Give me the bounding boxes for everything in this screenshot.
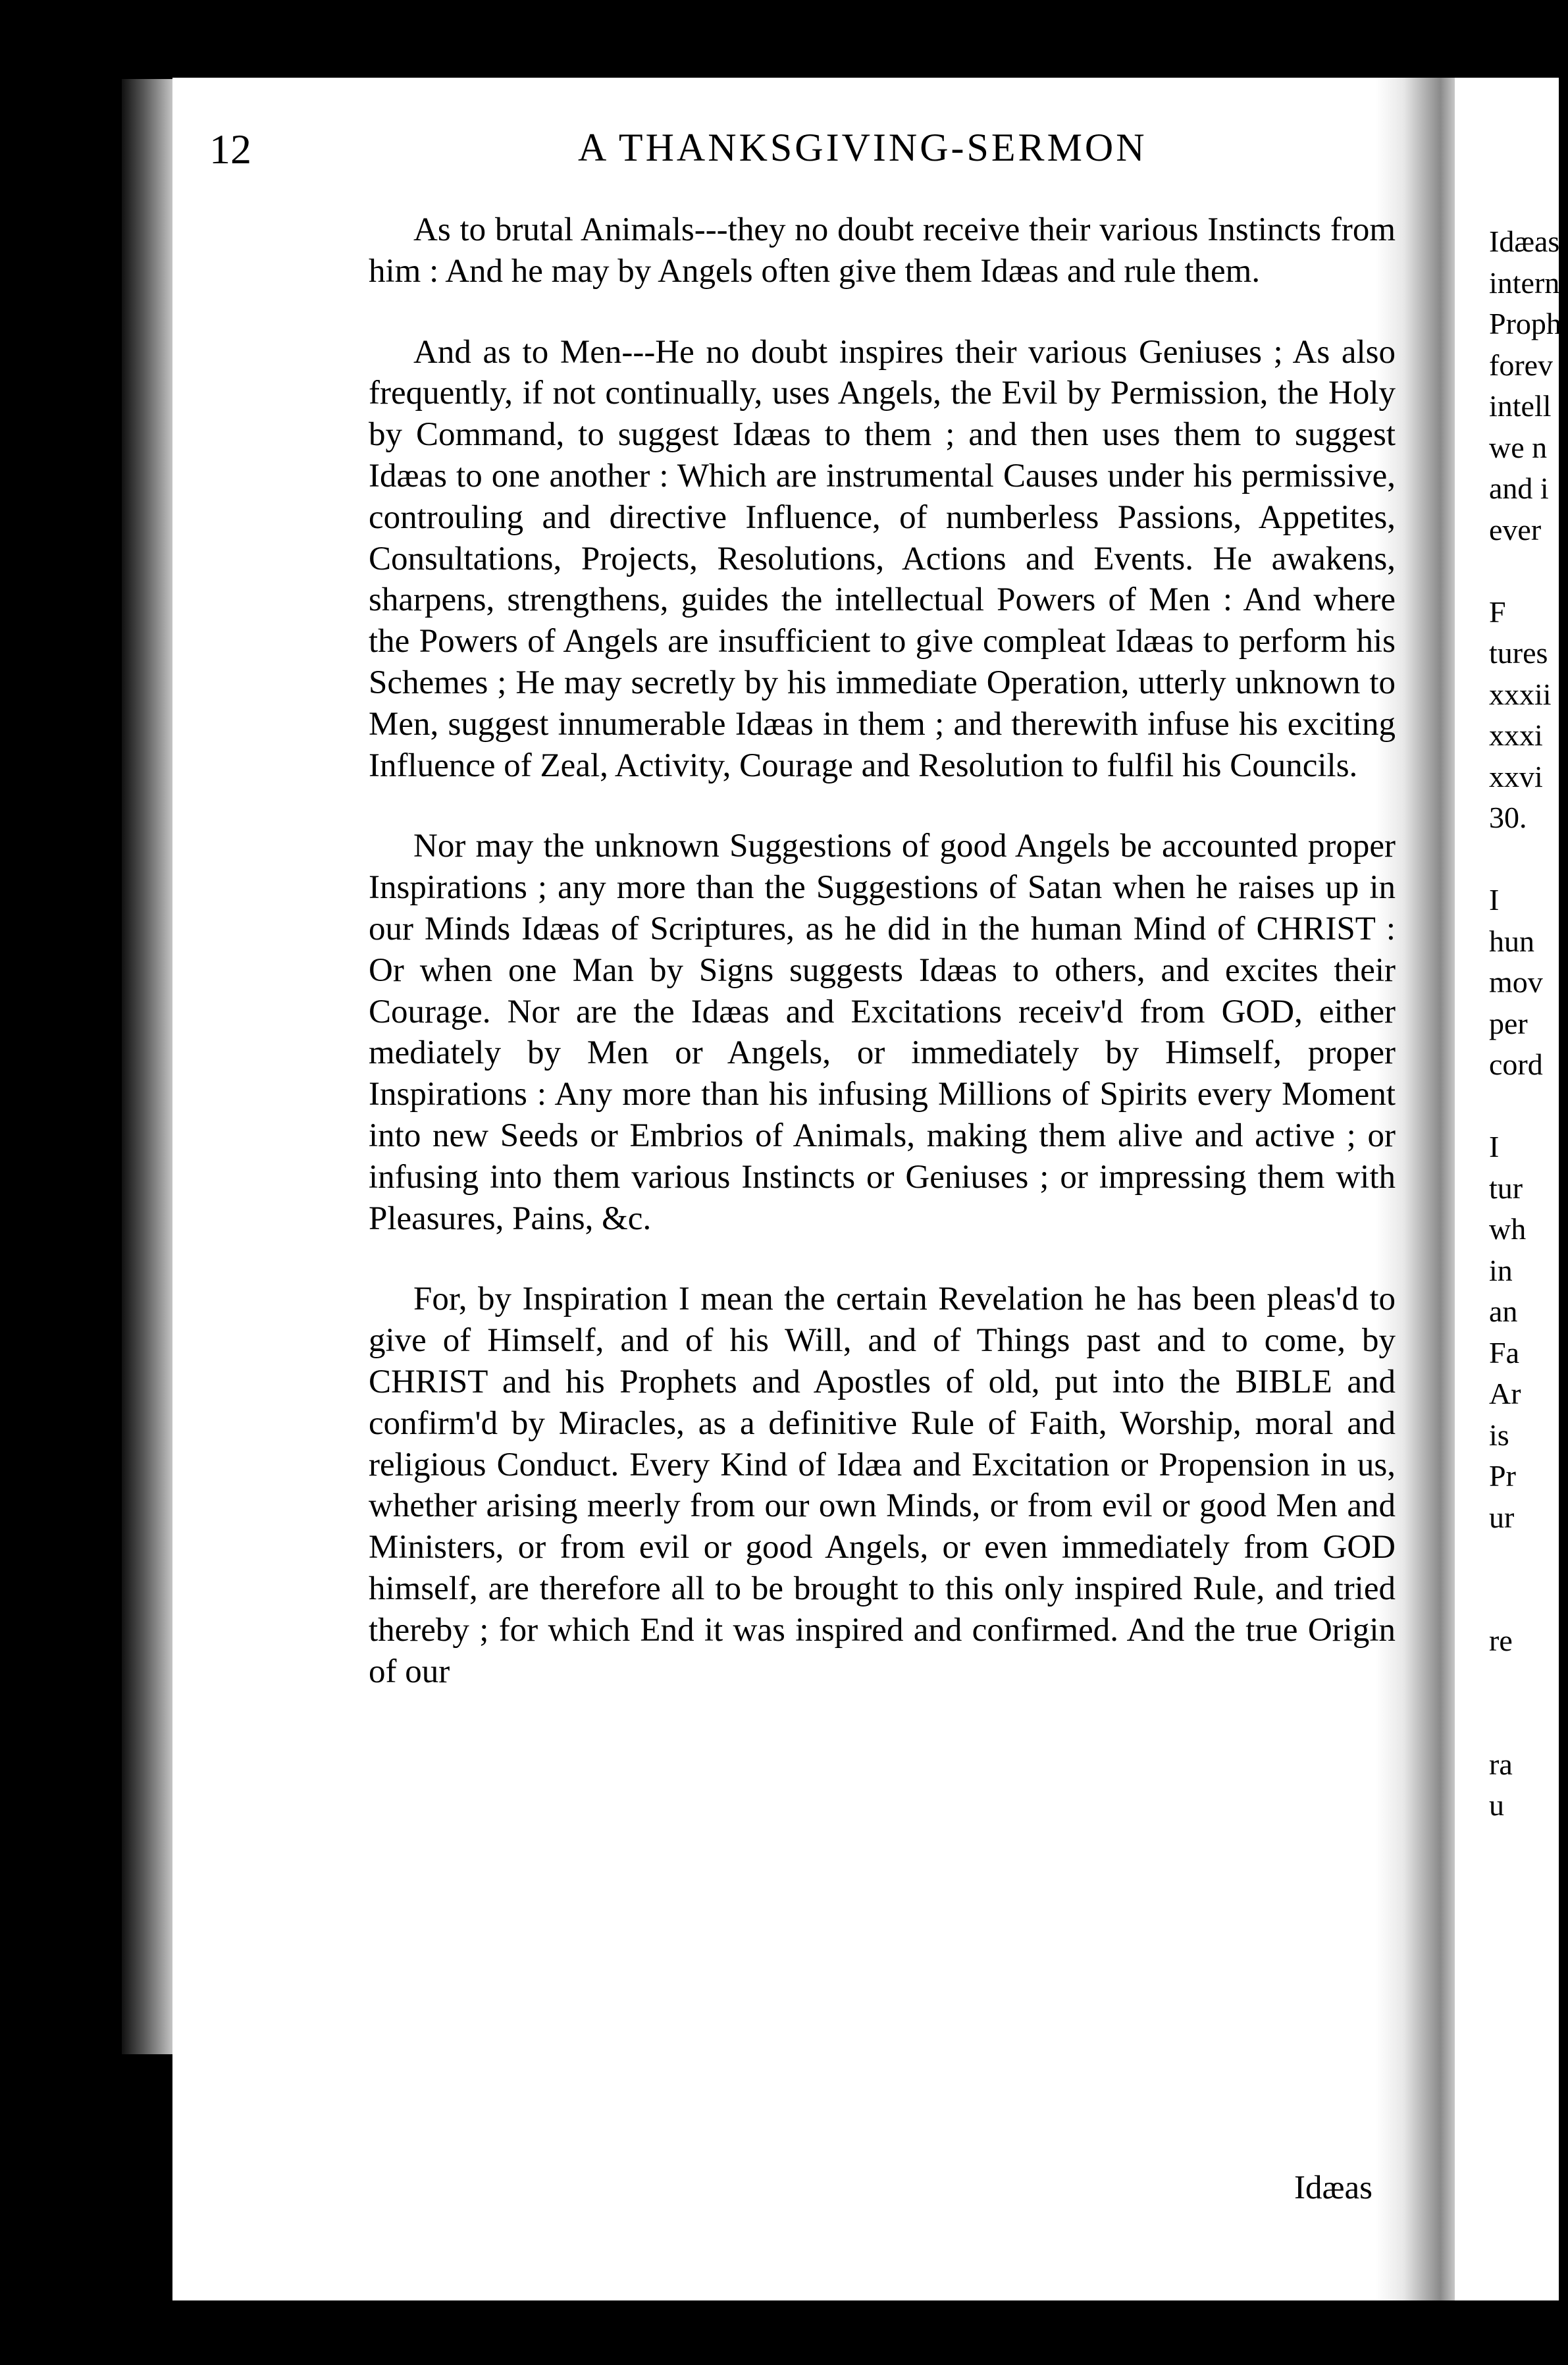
facing-fragment: intell <box>1489 389 1552 423</box>
facing-fragment: forev <box>1489 348 1554 382</box>
facing-fragment <box>1489 1662 1561 1703</box>
facing-fragment: Pr <box>1489 1459 1516 1493</box>
facing-fragment <box>1489 550 1561 592</box>
facing-fragment: Ar <box>1489 1377 1521 1410</box>
facing-fragment: Proph <box>1489 307 1561 340</box>
facing-fragment: xxxi <box>1489 718 1543 752</box>
facing-fragment: intern <box>1489 265 1560 300</box>
facing-fragment: wh <box>1489 1212 1527 1246</box>
facing-fragment <box>1489 1703 1561 1744</box>
facing-fragment <box>1489 1580 1561 1621</box>
facing-fragment: tures <box>1489 636 1548 670</box>
facing-fragment: in <box>1489 1253 1513 1287</box>
facing-fragment <box>1489 839 1561 880</box>
paragraph-2: And as to Men---He no doubt inspires their various Geniuses ; As also frequently, if not continually, uses Angels, the Evil by Permission, the Holy by Command, to suggest Idæas to them ; and then uses them to suggest Idæas to one another : Which are instrumental Causes under his permissive, controuling and directive Influence, of numberless Passions, Appetites, Consultations, Projects, Resolutions, Actions and Events. He awakens, sharpens, strengthens, guides the intellectual Powers of Men : And where the Powers of Angels are insufficient to give compleat Idæas to perform his Schemes ; He may secretly by his immediate Operation, utterly unknown to Men, suggest innumerable Idæas in them ; and therewith infuse his exciting Influence of Zeal, Activity, Courage and Resolution to fulfil his Councils. <box>369 333 1396 784</box>
facing-fragment: is <box>1489 1418 1509 1452</box>
facing-fragment: per <box>1489 1006 1528 1040</box>
facing-fragment: re <box>1489 1624 1513 1657</box>
facing-fragment: ra <box>1489 1747 1513 1781</box>
facing-fragment: 30. <box>1489 801 1527 834</box>
facing-fragment: F <box>1489 595 1506 629</box>
page-number: 12 <box>209 126 251 173</box>
running-title: A THANKSGIVING-SERMON <box>578 126 1147 169</box>
catchword: Idæas <box>1294 2169 1372 2206</box>
facing-fragment <box>1489 1538 1561 1580</box>
paragraph-4: For, by Inspiration I mean the certain Revelation he has been pleas'd to give of Himself, and of his Will, and of Things past and to come, by CHRIST and his Prophets and Apostles of old, put into the BIBLE and confirm'd by Miracles, as a definitive Rule of Faith, Worship, moral and religious Conduct. Every Kind of Idæa and Excitation or Propension in us, whether arising meerly from our own Minds, or from evil or good Men and Ministers, or from evil or good Angels, or even immediately from GOD himself, are therefore all to be brought to this only inspired Rule, and tried thereby ; for which End it was inspired and confirmed. And the true Origin of our <box>369 1281 1396 1690</box>
facing-fragment: we n <box>1489 430 1548 464</box>
facing-fragment: an <box>1489 1294 1518 1328</box>
facing-fragment: ur <box>1489 1500 1515 1534</box>
paragraph-1: As to brutal Animals---they no doubt receive their various Instincts from him : And he may by Angels often give them Idæas and rule them. <box>369 211 1396 290</box>
sermon-text <box>369 209 1396 1732</box>
facing-fragment: u <box>1489 1788 1504 1822</box>
facing-fragment: and i <box>1489 471 1549 505</box>
facing-fragment: ever <box>1489 512 1542 546</box>
facing-fragment: xxvi <box>1489 759 1543 793</box>
paragraph-3: Nor may the unknown Suggestions of good Angels be accounted proper Inspirations ; any more than the Suggestions of Satan when he raises up in our Minds Idæas of Scriptures, as he did in the human Mind of CHRIST : Or when one Man by Signs suggests Idæas to others, and excites their Courage. Nor are the Idæas and Excitations receiv'd from GOD, either mediately by Men or Angels, or immediately by Himself, proper Inspirations : Any more than his infusing Millions of Spirits every Moment into new Seeds or Embrios of Animals, making them alive and active ; or infusing into them various Instincts or Geniuses ; or impressing them with Pleasures, Pains, &c. <box>369 828 1396 1237</box>
facing-fragment: I <box>1489 1130 1500 1163</box>
page-header <box>209 119 1394 184</box>
facing-page-text <box>1489 221 1561 1826</box>
facing-fragment: xxxii <box>1489 677 1552 711</box>
facing-fragment: mov <box>1489 965 1543 999</box>
facing-fragment: hun <box>1489 924 1534 958</box>
facing-fragment: cord <box>1489 1048 1543 1081</box>
facing-fragment: tur <box>1489 1171 1523 1205</box>
facing-fragment <box>1489 1086 1561 1127</box>
book-binding-shadow <box>122 79 174 2054</box>
facing-fragment: Idæas <box>1489 225 1560 258</box>
facing-fragment: Fa <box>1489 1335 1519 1369</box>
facing-fragment: I <box>1489 883 1500 917</box>
